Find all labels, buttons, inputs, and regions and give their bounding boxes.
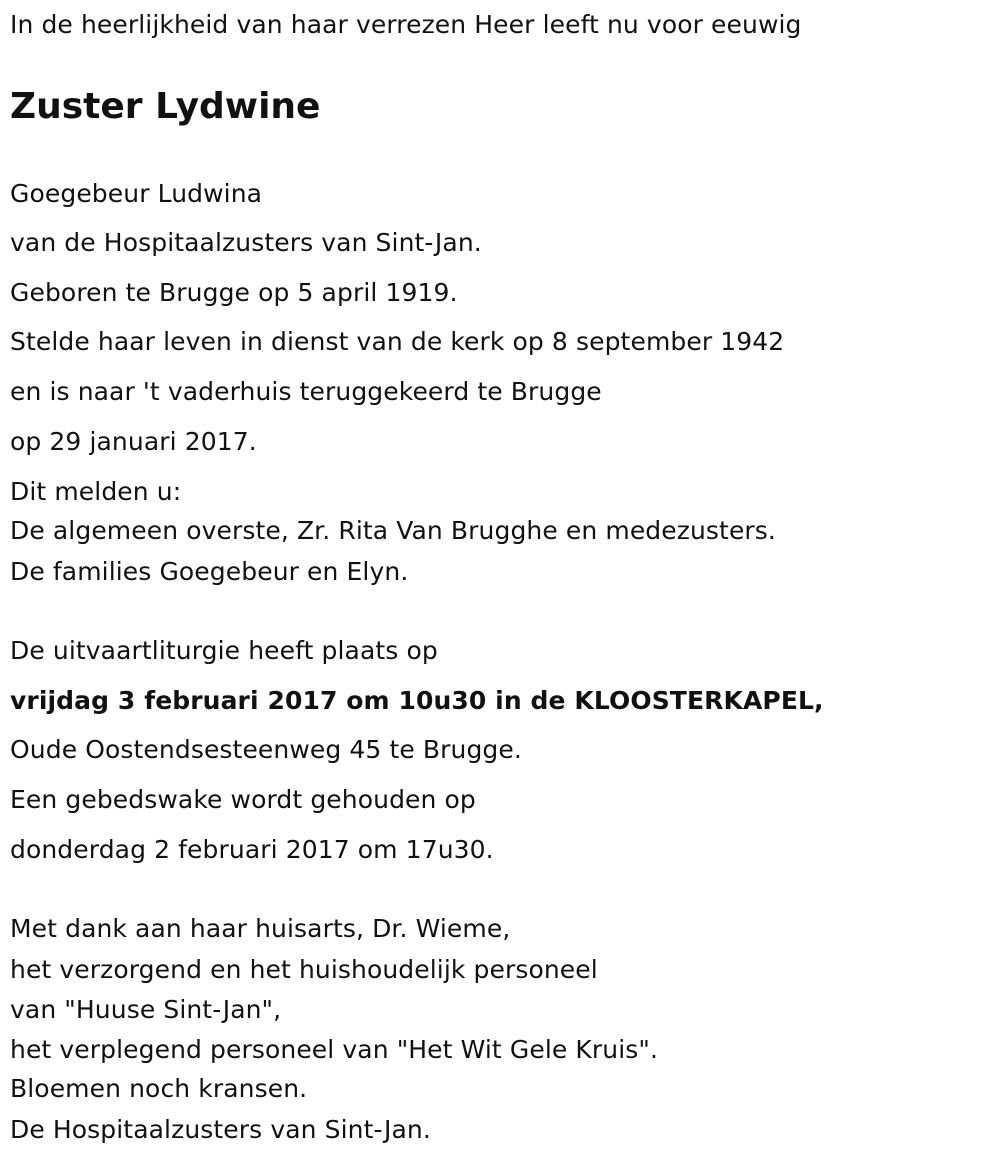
thanks-line-house: van "Huuse Sint-Jan", [10,995,282,1024]
bio-line-order: van de Hospitaalzusters van Sint-Jan. [10,228,482,257]
bio-line-death-date: op 29 januari 2017. [10,427,257,456]
thanks-line-nursing: het verplegend personeel van "Het Wit Gele Kruis". [10,1035,659,1064]
bio-line-birth: Geboren te Brugge op 5 april 1919. [10,278,458,307]
announcers-families: De families Goegebeur en Elyn. [10,557,409,586]
thanks-line-doctor: Met dank aan haar huisarts, Dr. Wieme, [10,914,511,943]
signature-line: De Hospitaalzusters van Sint-Jan. [10,1115,431,1144]
thanks-line-staff: het verzorgend en het huishoudelijk personeel [10,955,598,984]
funeral-datetime-location: vrijdag 3 februari 2017 om 10u30 in de KLOOSTERKAPEL, [10,686,824,715]
bio-line-name: Goegebeur Ludwina [10,179,263,208]
funeral-address: Oude Oostendsesteenweg 45 te Brugge. [10,735,522,764]
bio-line-return: en is naar 't vaderhuis teruggekeerd te Brugge [10,377,602,406]
announcers-intro: Dit melden u: [10,477,182,506]
bio-line-profession: Stelde haar leven in dienst van de kerk op 8 september 1942 [10,327,785,356]
funeral-intro: De uitvaartliturgie heeft plaats op [10,636,438,665]
intro-line: In de heerlijkheid van haar verrezen Heer leeft nu voor eeuwig [10,10,802,39]
vigil-datetime: donderdag 2 februari 2017 om 17u30. [10,835,494,864]
no-flowers-line: Bloemen noch kransen. [10,1074,308,1103]
announcers-community: De algemeen overste, Zr. Rita Van Brugghe en medezusters. [10,516,776,545]
page-title: Zuster Lydwine [10,86,321,127]
vigil-intro: Een gebedswake wordt gehouden op [10,785,476,814]
